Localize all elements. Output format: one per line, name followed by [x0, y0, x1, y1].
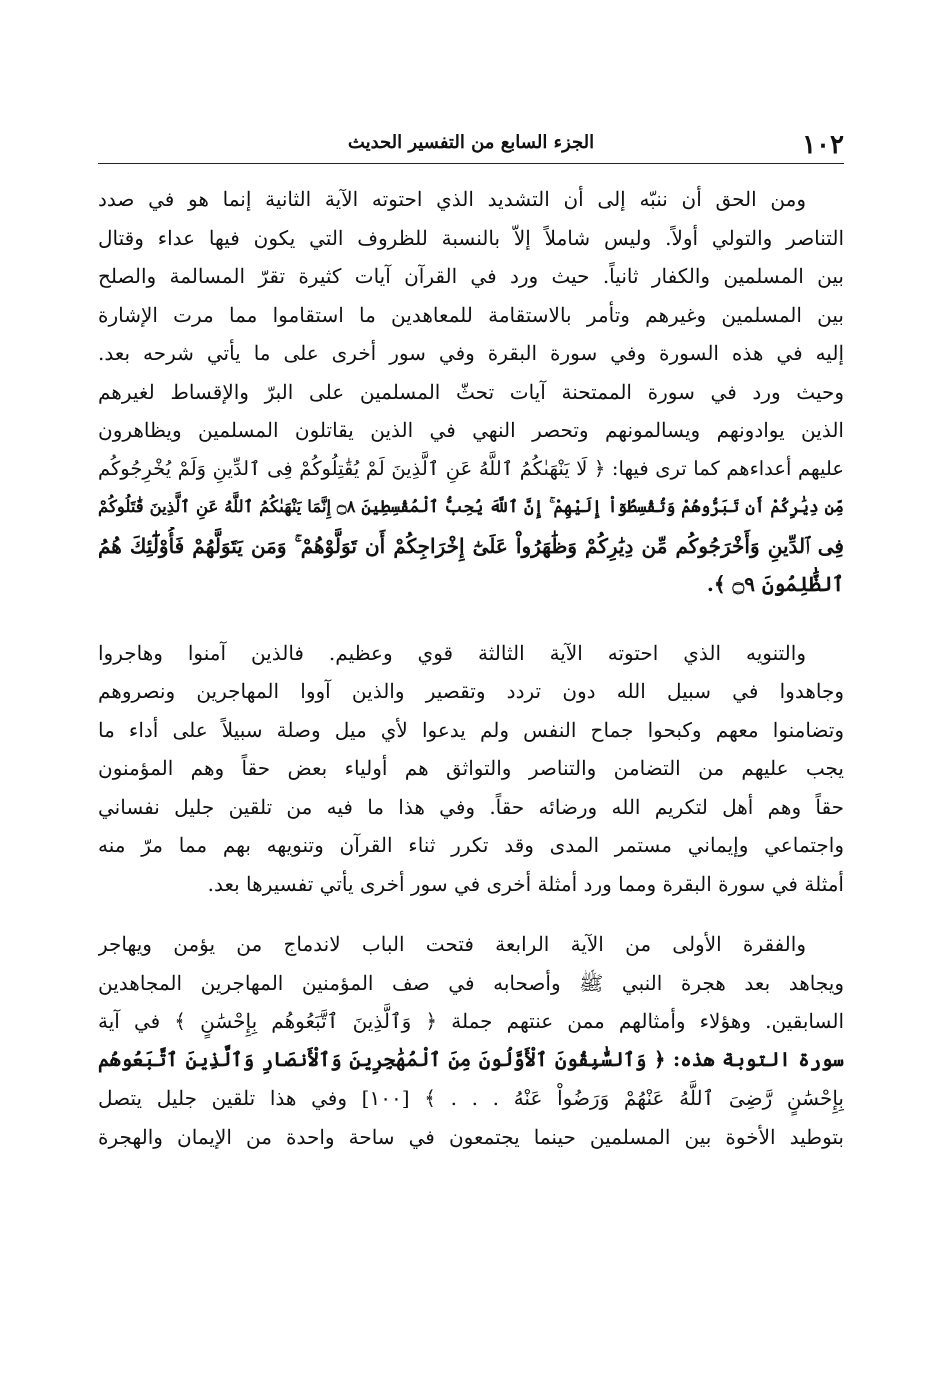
paragraph-1	[98, 180, 844, 604]
paragraph-spacer	[98, 903, 844, 925]
page-number: ١٠٢	[802, 130, 844, 160]
text-line: بتوطيد الأخوة بين المسلمين حينما يجتمعون في ساحة واحدة من الإيمان والهجرة	[98, 1124, 844, 1149]
text-line: أمثلة في سورة البقرة ومما ورد أمثلة أخرى في سور أخرى يأتي تفسيرها بعد.	[207, 871, 844, 896]
text-line: والفقرة الأولى من الآية الرابعة فتحت الباب لاندماج من يؤمن ويهاجر	[98, 932, 806, 956]
text-line: حقاً وهم أهل لتكريم الله ورضائه حقاً. وفي هذا ما فيه من تلقين جليل نفساني	[98, 794, 844, 819]
header-divider	[98, 163, 844, 164]
text-line: بين المسلمين والكفار ثانياً. حيث ورد في القرآن آيات كثيرة تقرّ المسالمة والصلح	[98, 264, 844, 288]
text-line-with-quran: عليهم أعداءهم كما ترى فيها: ﴿ لَا يَنْهَىٰكُمُ ٱللَّهُ عَنِ ٱلَّذِينَ لَمْ يُقَٰتِلُوكُمْ فِى ٱلدِّينِ وَلَمْ يُخْرِجُوكُم	[98, 456, 844, 480]
page-body	[98, 180, 844, 1156]
running-title: الجزء السابع من التفسير الحديث	[347, 132, 595, 153]
text-line: وحيث ورد في سورة الممتحنة آيات تحثّ المسلمين على البرّ والإقساط لغيرهم	[98, 379, 844, 404]
page-header	[98, 122, 844, 158]
text-line: ويجاهد بعد هجرة النبي ﷺ وأصحابه في صف المؤمنين المهاجرين المجاهدين	[98, 970, 844, 995]
quran-verse-line: مِّن دِيَٰرِكُمْ أَن تَبَرُّوهُمْ وَتُقْسِطُوٓاْ إِلَيْهِمْ ۚ إِنَّ ٱللَّهَ يُحِبُّ ٱلْمُقْسِطِينَ ۝٨ إِنَّمَا يَنْهَىٰكُمُ ٱللَّهُ عَنِ ٱلَّذِينَ قَٰتَلُوكُمْ	[98, 497, 844, 516]
text-line: ومن الحق أن ننبّه إلى أن التشديد الذي احتوته الآية الثانية إنما هو في صدد	[98, 187, 806, 211]
paragraph-3	[98, 925, 844, 1156]
quran-verse-line: سورة التوبة هذه: ﴿ وَٱلسَّٰبِقُونَ ٱلْأَوَّلُونَ مِنَ ٱلْمُهَٰجِرِينَ وَٱلْأَنصَارِ وَٱلَّذِينَ ٱتَّبَعُوهُم	[98, 1047, 844, 1071]
text-line: وتضامنوا معهم وكبحوا جماح النفس ولم يدعوا لأي ميل وصلة سبيلاً على أداء ما	[98, 717, 844, 742]
text-line: وجاهدوا في سبيل الله دون تردد وتقصير والذين آووا المهاجرين ونصروهم	[98, 679, 844, 703]
paragraph-2	[98, 634, 844, 904]
quran-verse-line: فِى ٱلدِّينِ وَأَخْرَجُوكُم مِّن دِيَٰرِكُمْ وَظَٰهَرُواْ عَلَىٰٓ إِخْرَاجِكُمْ أَن تَوَلَّوْهُمْ ۚ وَمَن يَتَوَلَّهُمْ فَأُوْلَٰٓئِكَ هُمُ	[98, 533, 844, 558]
text-line-with-quran: السابقين. وهؤلاء وأمثالهم ممن عنتهم جملة ﴿ وَٱلَّذِينَ ٱتَّبَعُوهُم بِإِحْسَٰنٍ ﴾ في آية	[98, 1009, 844, 1033]
text-line: يجب عليهم من التضامن والتناصر والتواثق هم أولياء بعض حقاً وهم المؤمنون	[98, 756, 844, 780]
text-line: التناصر والتولي أولاً. وليس شاملاً إلاّ بالنسبة للظروف التي يكون فيها عداء وقتال	[98, 225, 844, 250]
text-line: والتنويه الذي احتوته الآية الثالثة قوي وعظيم. فالذين آمنوا وهاجروا	[98, 640, 806, 665]
paragraph-spacer	[98, 604, 844, 634]
text-line-with-quran: بِإِحْسَٰنٍ رَّضِىَ ٱللَّهُ عَنْهُمْ وَرَضُواْ عَنْهُ . . . ﴾ [١٠٠] وفي هذا تلقين جليل يتصل	[98, 1086, 844, 1110]
text-line: واجتماعي وإيماني مستمر المدى وقد تكرر ثناء القرآن وتنويهه بهم مما مرّ منه	[98, 833, 844, 857]
text-line: بين المسلمين وغيرهم وتأمر بالاستقامة للمعاهدين ما استقاموا مما مرت الإشارة	[98, 302, 844, 327]
quran-verse-line: ٱلظَّٰلِمُونَ ۝٩ ﴾.	[706, 572, 844, 596]
text-line: الذين يوادونهم ويسالمونهم وتحصر النهي في الذين يقاتلون المسلمين ويظاهرون	[98, 418, 844, 442]
text-line: إليه في هذه السورة وفي سورة البقرة وفي سور أخرى على ما يأتي شرحه بعد.	[98, 341, 844, 365]
